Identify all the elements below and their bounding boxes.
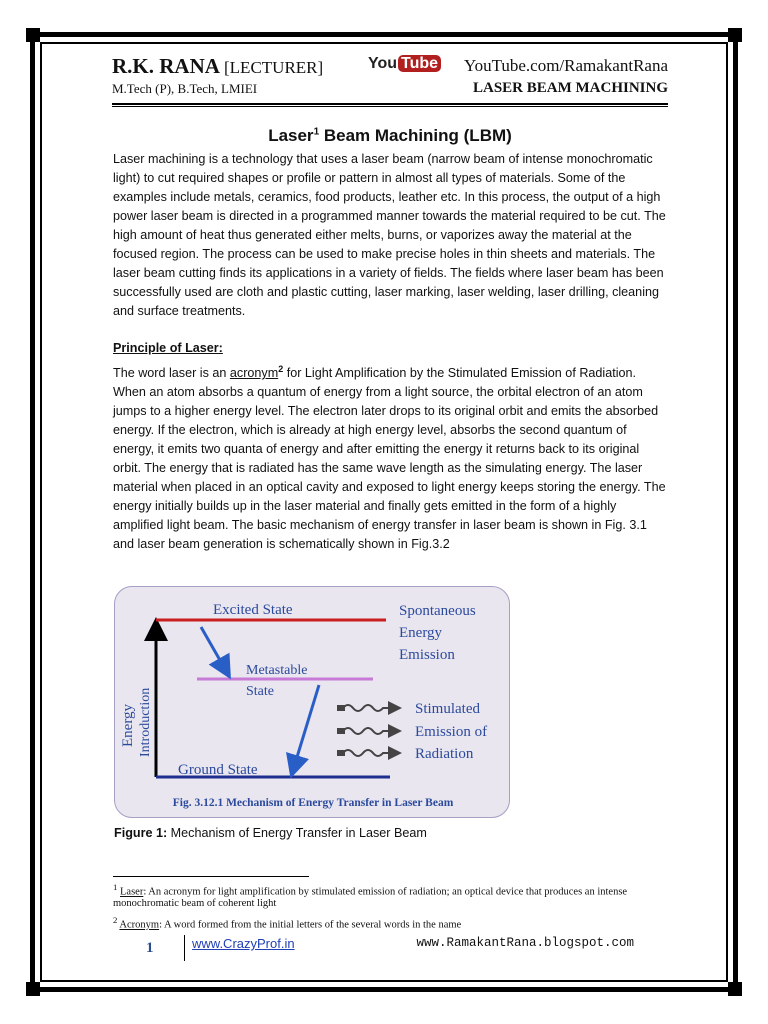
excited-state-label: Excited State	[213, 602, 293, 618]
footnote-rule	[113, 876, 309, 877]
stimulated-label-line3: Radiation	[415, 746, 474, 762]
metastable-label-line2: State	[246, 684, 274, 699]
youtube-logo: You Tube	[368, 55, 441, 73]
energy-transfer-figure	[114, 586, 510, 818]
photon-wave	[343, 705, 395, 756]
youtube-url: YouTube.com/RamakantRana	[464, 56, 668, 75]
border-corner	[728, 982, 742, 996]
footer-link-crazyprof[interactable]: www.CrazyProf.in	[192, 936, 295, 951]
acronym-term: acronym	[229, 366, 279, 381]
footnote-ref[interactable]: 1	[313, 126, 320, 138]
footer-blog-url: www.RamakantRana.blogspot.com	[416, 936, 634, 950]
transition-arrow	[294, 685, 319, 767]
transition-arrow	[201, 627, 225, 669]
spontaneous-label-line1: Spontaneous	[399, 603, 476, 619]
section-heading: Principle of Laser:	[113, 341, 223, 355]
stimulated-label-line2: Emission of	[415, 724, 488, 740]
header-rule	[112, 103, 668, 105]
author-name: R.K. RANA [LECTURER]	[112, 54, 324, 78]
author-qualifications: M.Tech (P), B.Tech, LMIEI	[112, 81, 258, 96]
border-corner	[26, 982, 40, 996]
footnote: $^1$ Laser: An acronym for light amplification by stimulated emission of radiation; an optical device that produces an intense monochromatic beam of coherent light	[113, 882, 628, 909]
principle-paragraph: The word laser is an acronym$^2$ for Light Amplification by the Stimulated Emission of Radiation. When an atom absorbs a quantum of energy from a light source, the orbital electron of an atom jumps to a higher energy level. The electron later drops to its original orbit and emits the absorbed energy. If the electron, which is already at high energy level, absorbs the second quantum of energy, it emits two quanta of energy and after emitting the energy it returns back to its original orbit. The energy that is radiated has the same wave length as the simulating energy. The laser material when placed in an optical cavity and exposed to light energy keeps storing the energy. The energy initially builds up in the laser material and finally gets emitted in the form of a highly amplified light beam. The basic mechanism of energy transfer in laser beam is shown in Fig. 3.1 and laser beam generation is schematically shown in Fig.3.2	[113, 364, 666, 552]
spontaneous-label-line2: Energy	[399, 625, 443, 641]
footnote: $^2$ Acronym: A word formed from the initial letters of the several words in the name	[113, 915, 462, 931]
document-topic: LASER BEAM MACHINING	[472, 80, 668, 96]
footer-divider	[184, 935, 185, 961]
intro-paragraph: Laser machining is a technology that uses a laser beam (narrow beam of intense monochromatic light) to cut required shapes or profile or pattern in almost all types of materials. Some of the examples include metals, ceramics, food products, leather etc. In this process, the output of a high power laser beam is directed in a programmed manner towards the material required to be cut. The high amount of heat thus generated either melts, burns, or vaporizes away the material at the focused region. The process can be used to make precise holes in thin sheets and materials. The laser beam cutting finds its applications in a variety of fields. The fields where laser beam has been successfully used are cloth and plastic cutting, laser marking, laser welding, laser drilling, cleaning and surface treatments.	[113, 152, 666, 318]
stimulated-label-line1: Stimulated	[415, 701, 480, 717]
metastable-label-line1: Metastable	[246, 663, 308, 678]
axis-label-introduction: Introduction	[138, 687, 153, 757]
footnote-ref[interactable]: 2	[278, 364, 284, 374]
author-role: [LECTURER]	[224, 58, 324, 77]
header-rule	[112, 106, 668, 107]
border-corner	[26, 28, 40, 42]
page-number: 1	[146, 940, 154, 956]
page-title: Laser$^1$ Beam Machining (LBM)	[268, 126, 512, 145]
border-corner	[728, 28, 742, 42]
energy-diagram	[115, 587, 511, 819]
ground-state-label: Ground State	[178, 762, 258, 778]
figure-inner-caption: Fig. 3.12.1 Mechanism of Energy Transfer in Laser Beam	[172, 797, 454, 809]
figure-caption: Figure 1: Mechanism of Energy Transfer in Laser Beam	[114, 826, 427, 840]
spontaneous-label-line3: Emission	[399, 647, 455, 663]
axis-label-energy: Energy	[120, 703, 136, 747]
